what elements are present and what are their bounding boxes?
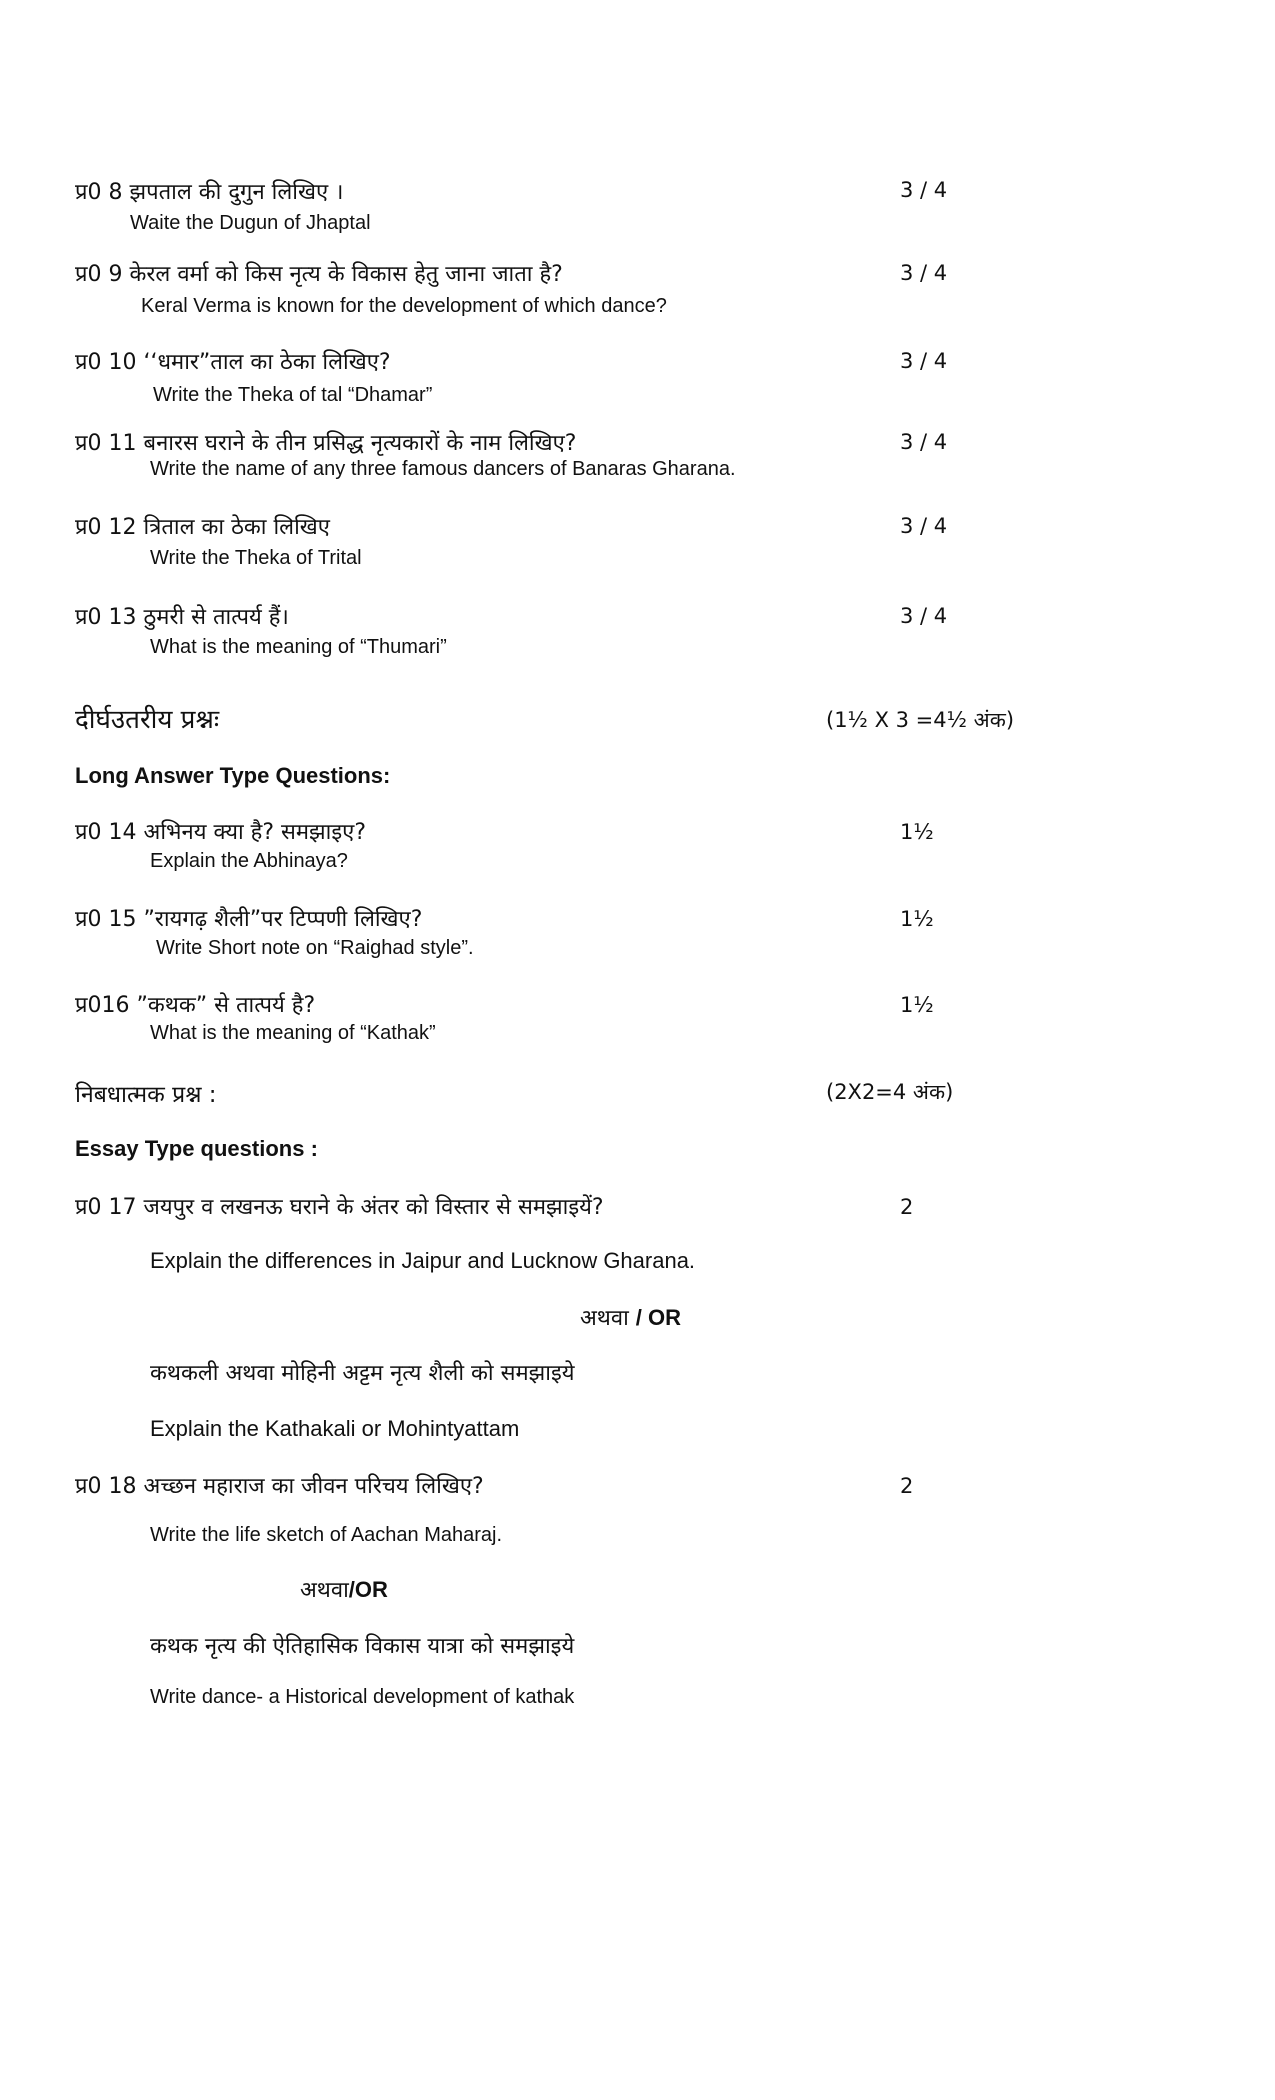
question-number: प्र0 17	[75, 1195, 137, 1220]
or-hindi: अथवा	[580, 1306, 629, 1331]
question-marks: 2	[900, 1195, 914, 1219]
section-marks: (1½ X 3 =4½ अंक)	[826, 708, 1015, 732]
question-text-hindi: बनारस घराने के तीन प्रसिद्ध नृत्यकारों के नाम लिखिए?	[143, 431, 577, 456]
question-number: प्र0 13	[75, 605, 137, 630]
question-marks: 2	[900, 1474, 914, 1498]
question-number: प्र0 12	[75, 515, 137, 540]
question-text-hindi: अभिनय क्या है? समझाइए?	[143, 820, 367, 845]
or-hindi: अथवा	[300, 1578, 349, 1603]
question-marks: 3 / 4	[900, 261, 948, 285]
alternative-text-hindi: कथक नृत्य की ऐतिहासिक विकास यात्रा को समझाइये	[150, 1634, 575, 1659]
question-number: प्र0 8	[75, 180, 123, 205]
question-text-english: What is the meaning of “Kathak”	[150, 1022, 436, 1044]
alternative-text-english: Explain the Kathakali or Mohintyattam	[150, 1416, 520, 1441]
question-number: प्र0 11	[75, 431, 137, 456]
question-number: प्र0 18	[75, 1474, 137, 1499]
question-text-english: Keral Verma is known for the development of which dance?	[141, 295, 667, 317]
question-text-english: Waite the Dugun of Jhaptal	[130, 212, 371, 234]
section-heading-english: Long Answer Type Questions:	[75, 763, 391, 788]
question-text-hindi: झपताल की दुगुन लिखिए ।	[129, 180, 344, 205]
question-marks: 3 / 4	[900, 514, 948, 538]
section-marks: (2X2=4 अंक)	[826, 1080, 954, 1104]
question-text-english: Write Short note on “Raighad style”.	[156, 937, 474, 959]
question-marks: 1½	[900, 993, 934, 1017]
question-text-hindi: ”कथक” से तात्पर्य है?	[136, 993, 316, 1018]
alternative-text-english: Write dance- a Historical development of kathak	[150, 1686, 575, 1708]
or-english: / OR	[635, 1305, 682, 1330]
question-number: प्र0 9	[75, 262, 123, 287]
question-number: प्र0 15	[75, 907, 137, 932]
question-number: प्र0 14	[75, 820, 137, 845]
or-divider	[300, 1574, 388, 1604]
question-text-english: What is the meaning of “Thumari”	[150, 636, 447, 658]
question-text-hindi: त्रिताल का ठेका लिखिए	[143, 515, 330, 540]
question-number: प्र016	[75, 993, 130, 1018]
question-marks: 3 / 4	[900, 349, 948, 373]
question-text-english: Explain the Abhinaya?	[150, 850, 348, 872]
question-text-hindi: केरल वर्मा को किस नृत्य के विकास हेतु जाना जाता है?	[129, 262, 563, 287]
question-text-hindi: जयपुर व लखनऊ घराने के अंतर को विस्तार से समझाइयें?	[143, 1195, 604, 1220]
or-divider	[580, 1302, 681, 1332]
question-text-hindi: अच्छन महाराज का जीवन परिचय लिखिए?	[143, 1474, 484, 1499]
alternative-text-hindi: कथकली अथवा मोहिनी अट्टम नृत्य शैली को समझाइये	[150, 1361, 575, 1386]
question-text-english: Explain the differences in Jaipur and Lucknow Gharana.	[150, 1248, 696, 1273]
question-text-english: Write the Theka of Trital	[150, 547, 362, 569]
question-marks: 3 / 4	[900, 178, 948, 202]
section-heading-hindi: दीर्घउतरीय प्रश्नः	[75, 705, 220, 735]
question-text-hindi: ”रायगढ़ शैली”पर टिप्पणी लिखिए?	[143, 907, 423, 932]
question-text-english: Write the life sketch of Aachan Maharaj.	[150, 1524, 503, 1546]
question-text-hindi: ठुमरी से तात्पर्य हैं।	[143, 605, 289, 630]
question-marks: 1½	[900, 820, 934, 844]
section-heading-hindi: निबधात्मक प्रश्न :	[75, 1082, 217, 1108]
question-text-english: Write the name of any three famous dancers of Banaras Gharana.	[150, 458, 736, 480]
question-marks: 3 / 4	[900, 430, 948, 454]
section-heading-english: Essay Type questions :	[75, 1136, 318, 1161]
question-number: प्र0 10	[75, 350, 137, 375]
question-text-english: Write the Theka of tal “Dhamar”	[153, 384, 433, 406]
question-marks: 3 / 4	[900, 604, 948, 628]
or-english: /OR	[348, 1577, 388, 1602]
question-marks: 1½	[900, 907, 934, 931]
question-text-hindi: ‘‘धमार”ताल का ठेका लिखिए?	[143, 350, 391, 375]
